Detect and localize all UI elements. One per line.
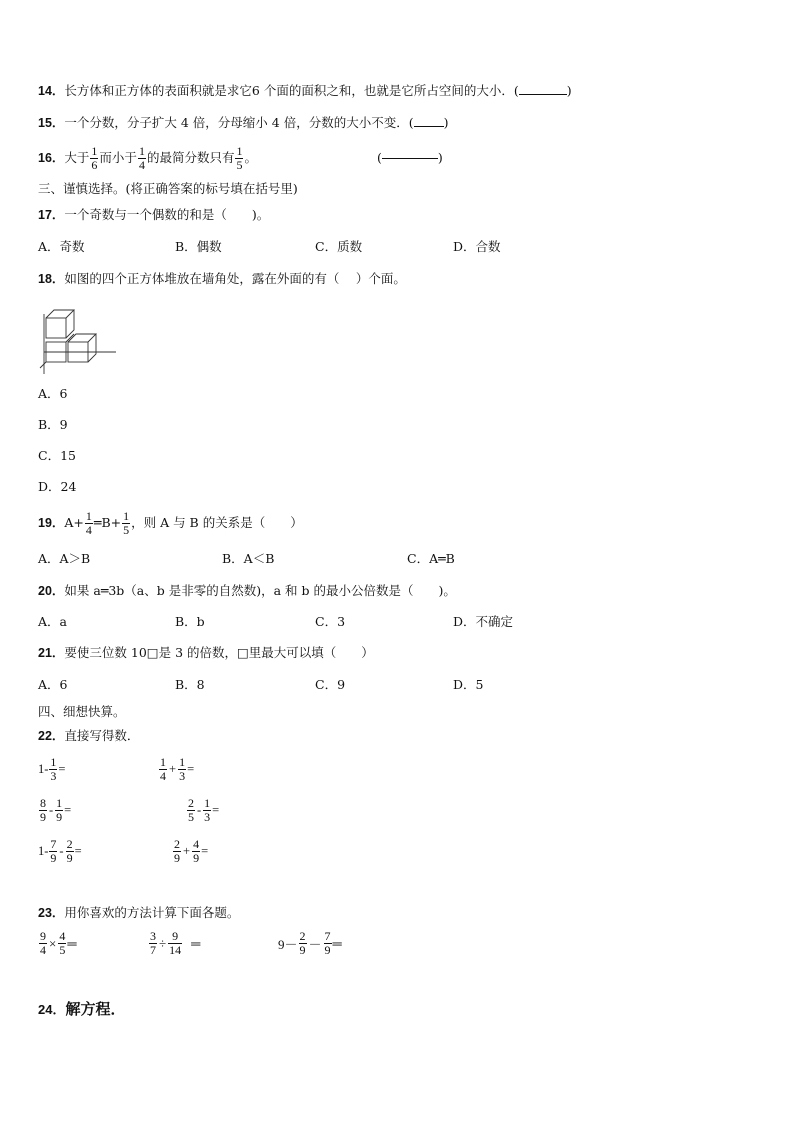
option-d[interactable]: D．24 bbox=[38, 479, 77, 494]
question-number: 18． bbox=[38, 272, 65, 286]
stacked-cubes-figure bbox=[36, 306, 120, 376]
expression: 9－ $\frac{2}{9}$ － $\frac{7}{9}$ ═ bbox=[278, 929, 342, 957]
question-18 bbox=[38, 271, 406, 287]
option-d[interactable]: D．合数 bbox=[453, 239, 501, 254]
fraction: $\frac{1}{5}$ bbox=[123, 508, 130, 537]
answer-blank[interactable] bbox=[414, 126, 444, 127]
question-22 bbox=[38, 728, 139, 744]
answer-blank[interactable] bbox=[519, 94, 567, 95]
fraction: $\frac{1}{4}$ bbox=[85, 508, 92, 537]
question-14: 14．长方体和正方体的表面积就是求它6 个面的面积之和，也就是它所占空间的大小．( ) bbox=[38, 83, 572, 98]
question-text: 用你喜欢的方法计算下面各题。 bbox=[64, 905, 240, 920]
option-c[interactable]: C．9 bbox=[315, 677, 346, 692]
section-4-heading: 四、细想快算。 bbox=[38, 704, 126, 719]
fraction: $\frac{1}{4}$ bbox=[138, 143, 145, 172]
answer-blank[interactable] bbox=[382, 158, 438, 159]
question-16: 16． 大于 $\frac{1}{6}$ 而小于 $\frac{1}{4}$ 的最简分数只有 $\frac{1}{5}$ 。 ( ) bbox=[38, 140, 443, 176]
option-d[interactable]: D．5 bbox=[453, 677, 484, 692]
question-number: 15． bbox=[38, 116, 65, 130]
section-3-heading: 三、谨慎选择。(将正确答案的标号填在括号里) bbox=[38, 181, 298, 196]
option-a[interactable]: A．a bbox=[38, 614, 67, 629]
question-number: 14． bbox=[38, 84, 65, 98]
question-number: 21． bbox=[38, 646, 65, 660]
question-number: 17． bbox=[38, 208, 65, 222]
question-number: 16． bbox=[38, 151, 65, 165]
expression: $\frac{8}{9}$ - $\frac{1}{9}$ = bbox=[40, 796, 72, 824]
option-c[interactable]: C．15 bbox=[38, 448, 76, 463]
option-c[interactable]: C．A═B bbox=[407, 551, 455, 566]
question-21 bbox=[38, 645, 374, 661]
question-19: 19． A+ $\frac{1}{4}$ ═B+ $\frac{1}{5}$ ，则 A 与 B 的关系是（ ） bbox=[38, 505, 303, 541]
option-b[interactable]: B．9 bbox=[38, 417, 68, 432]
question-text: 一个奇数与一个偶数的和是（ )。 bbox=[64, 207, 270, 222]
option-c[interactable]: C．3 bbox=[315, 614, 346, 629]
option-a[interactable]: A．6 bbox=[38, 677, 68, 692]
option-a[interactable]: A．奇数 bbox=[38, 239, 85, 254]
question-number: 23． bbox=[38, 906, 65, 920]
question-text: 长方体和正方体的表面积就是求它6 个面的面积之和，也就是它所占空间的大小．( bbox=[64, 83, 519, 98]
question-23 bbox=[38, 905, 239, 921]
option-b[interactable]: B．A＜B bbox=[222, 551, 275, 566]
question-17 bbox=[38, 207, 269, 223]
expression: $\frac{1}{4}$ + $\frac{1}{3}$ = bbox=[160, 755, 195, 783]
question-number: 19． bbox=[38, 516, 65, 530]
question-text: 直接写得数． bbox=[64, 728, 140, 743]
question-24 bbox=[38, 998, 125, 1019]
question-text: 要使三位数 10□是 3 的倍数，□里最大可以填（ ） bbox=[64, 645, 374, 660]
question-number: 24． bbox=[38, 1002, 66, 1017]
option-a[interactable]: A．6 bbox=[38, 386, 68, 401]
question-20 bbox=[38, 583, 456, 599]
expression: $\frac{9}{4}$ × $\frac{4}{5}$ ═ bbox=[40, 929, 77, 957]
option-c[interactable]: C．质数 bbox=[315, 239, 363, 254]
expression: 1- $\frac{7}{9}$ - $\frac{2}{9}$ = bbox=[38, 837, 82, 865]
question-15: 15．一个分数，分子扩大 4 倍，分母缩小 4 倍，分数的大小不变．( ) bbox=[38, 115, 449, 130]
option-b[interactable]: B．8 bbox=[175, 677, 205, 692]
question-text: 一个分数，分子扩大 4 倍，分母缩小 4 倍，分数的大小不变．( bbox=[64, 115, 414, 130]
option-b[interactable]: B．b bbox=[175, 614, 205, 629]
question-text: 如果 a═3b（a、b 是非零的自然数)，a 和 b 的最小公倍数是（ )。 bbox=[64, 583, 456, 598]
question-number: 20． bbox=[38, 584, 65, 598]
option-b[interactable]: B．偶数 bbox=[175, 239, 222, 254]
fraction: $\frac{1}{6}$ bbox=[91, 143, 98, 172]
option-a[interactable]: A．A＞B bbox=[38, 551, 91, 566]
option-d[interactable]: D．不确定 bbox=[453, 614, 514, 629]
question-number: 22． bbox=[38, 729, 65, 743]
question-text: 解方程． bbox=[65, 1000, 126, 1018]
expression: $\frac{2}{9}$ + $\frac{4}{9}$ = bbox=[174, 837, 209, 865]
expression: $\frac{3}{7}$ ÷ $\frac{9}{14}$ ═ bbox=[150, 929, 201, 957]
fraction: $\frac{1}{5}$ bbox=[236, 143, 243, 172]
expression: 1- $\frac{1}{3}$ = bbox=[38, 755, 66, 783]
question-text: 如图的四个正方体堆放在墙角处，露在外面的有（ ）个面。 bbox=[64, 271, 406, 286]
expression: $\frac{2}{5}$ - $\frac{1}{3}$ = bbox=[188, 796, 220, 824]
